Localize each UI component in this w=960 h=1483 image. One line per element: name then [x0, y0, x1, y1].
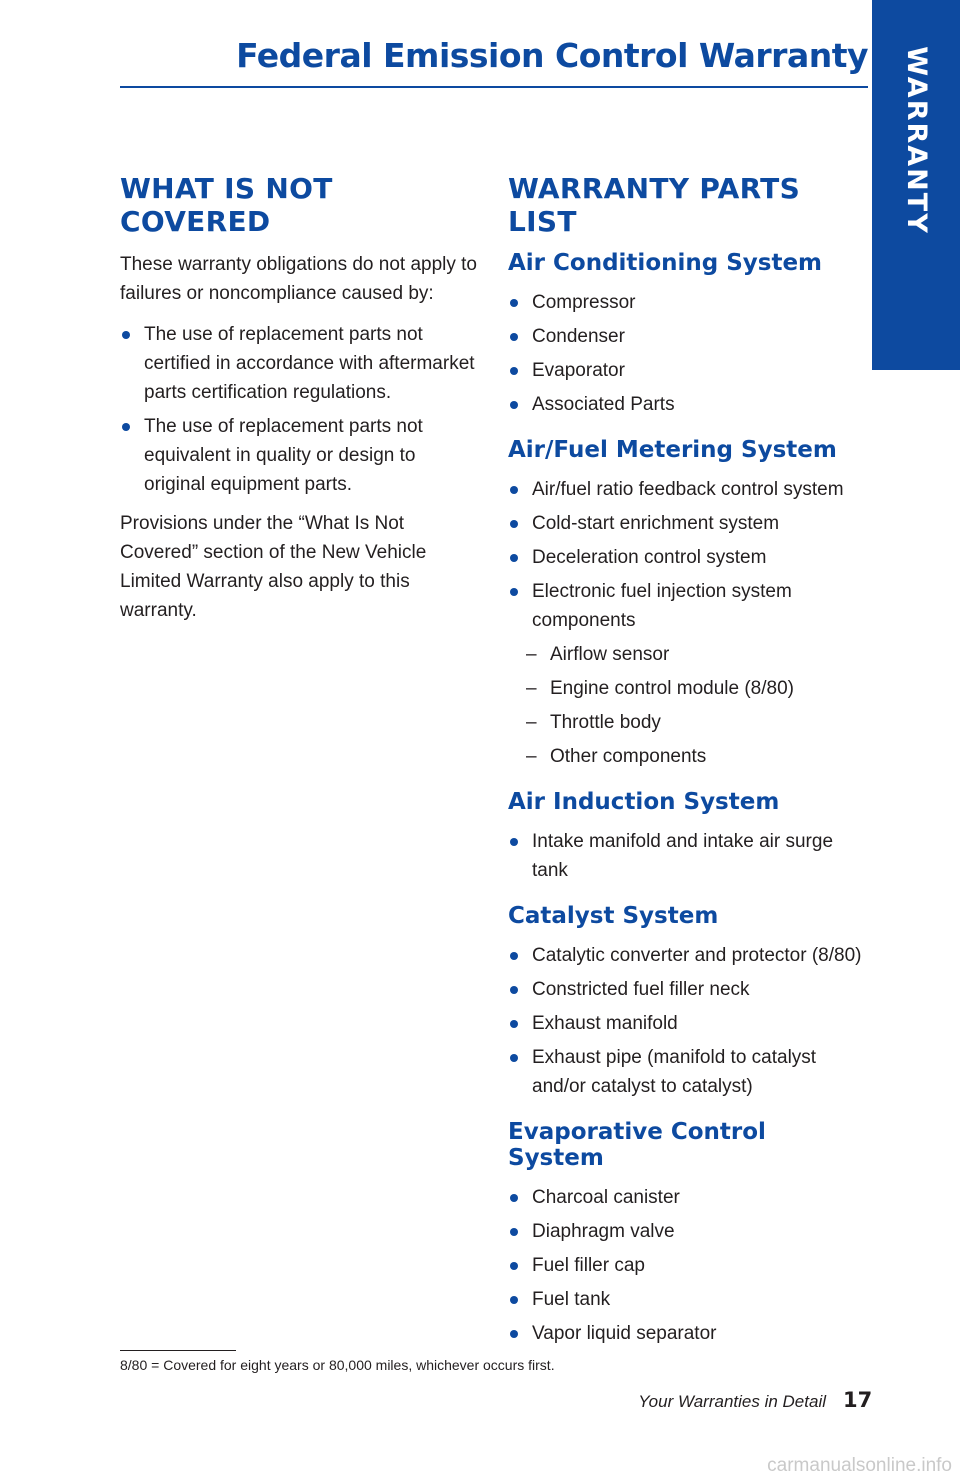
side-tab: [872, 0, 960, 370]
list-item: Catalytic converter and protector (8/80): [508, 941, 868, 970]
bullet-dot-icon: [122, 331, 130, 339]
dash-icon: –: [526, 712, 537, 733]
list-item: Charcoal canister: [508, 1183, 868, 1212]
section-title-air-induction: Air Induction System: [508, 789, 780, 815]
list-item: Associated Parts: [508, 390, 868, 419]
list-item: Cold-start enrichment system: [508, 509, 868, 538]
bullet-dot-icon: [510, 367, 518, 375]
list-item: Fuel filler cap: [508, 1251, 868, 1280]
evaporative-control-list: [508, 1183, 868, 1348]
list-item: Constricted fuel filler neck: [508, 975, 868, 1004]
footer-section-title: Your Warranties in Detail: [638, 1392, 826, 1411]
parts-list-column: [508, 172, 868, 1358]
list-item: Air/fuel ratio feedback control system: [508, 475, 868, 504]
section-title-air-conditioning: Air Conditioning System: [508, 250, 823, 276]
list-item: Diaphragm valve: [508, 1217, 868, 1246]
section-title-catalyst: Catalyst System: [508, 903, 719, 929]
not-covered-heading: WHAT IS NOT COVERED: [120, 172, 333, 238]
list-item: Vapor liquid separator: [508, 1319, 868, 1348]
bullet-dot-icon: [510, 588, 518, 596]
bullet-dot-icon: [510, 486, 518, 494]
bullet-dot-icon: [510, 1262, 518, 1270]
footnote-rule: [120, 1350, 236, 1351]
list-item: Intake manifold and intake air surge tank: [508, 827, 868, 885]
list-item: Exhaust pipe (manifold to catalyst and/or catalyst to catalyst): [508, 1043, 868, 1101]
section-title-air-fuel-metering: Air/Fuel Metering System: [508, 437, 837, 463]
bullet-dot-icon: [510, 554, 518, 562]
list-item: The use of replacement parts not equivalent in quality or design to original equipment parts.: [120, 412, 480, 499]
sub-list-item: – Other components: [508, 742, 868, 771]
air-fuel-metering-list: [508, 475, 868, 771]
page-number: 17: [843, 1388, 873, 1412]
bullet-dot-icon: [510, 1228, 518, 1236]
list-item: The use of replacement parts not certified in accordance with aftermarket parts certification regulations.: [120, 320, 480, 407]
bullet-dot-icon: [510, 986, 518, 994]
bullet-dot-icon: [510, 1194, 518, 1202]
provisions-text: Provisions under the “What Is Not Covered” section of the New Vehicle Limited Warranty also apply to this warranty.: [120, 513, 427, 621]
list-item: Deceleration control system: [508, 543, 868, 572]
side-tab-label: WARRANTY: [900, 45, 932, 235]
dash-icon: –: [526, 644, 537, 665]
bullet-dot-icon: [510, 952, 518, 960]
not-covered-list: [120, 320, 480, 499]
list-item: Compressor: [508, 288, 868, 317]
dash-icon: –: [526, 678, 537, 699]
parts-list-heading: WARRANTY PARTS LIST: [508, 172, 801, 238]
bullet-dot-icon: [510, 1296, 518, 1304]
bullet-dot-icon: [510, 333, 518, 341]
list-item: Evaporator: [508, 356, 868, 385]
not-covered-intro: These warranty obligations do not apply to failures or noncompliance caused by:: [120, 254, 477, 304]
sub-list-item: – Engine control module (8/80): [508, 674, 868, 703]
list-item: Exhaust manifold: [508, 1009, 868, 1038]
section-title-evaporative-control: Evaporative Control System: [508, 1119, 766, 1171]
dash-icon: –: [526, 746, 537, 767]
header-rule: [120, 86, 868, 88]
bullet-dot-icon: [510, 1020, 518, 1028]
sub-list-item: – Airflow sensor: [508, 640, 868, 669]
page-header-title: Federal Emission Control Warranty: [236, 36, 868, 75]
list-item: Condenser: [508, 322, 868, 351]
bullet-dot-icon: [510, 520, 518, 528]
watermark: carmanualsonline.info: [767, 1455, 952, 1476]
catalyst-list: [508, 941, 868, 1101]
not-covered-column: [120, 172, 480, 637]
list-item: Fuel tank: [508, 1285, 868, 1314]
bullet-dot-icon: [510, 838, 518, 846]
footnote: 8/80 = Covered for eight years or 80,000 miles, whichever occurs first.: [120, 1357, 555, 1373]
bullet-dot-icon: [510, 1330, 518, 1338]
list-item: Electronic fuel injection system components: [508, 577, 868, 635]
bullet-dot-icon: [510, 401, 518, 409]
air-induction-list: [508, 827, 868, 885]
bullet-dot-icon: [510, 1054, 518, 1062]
sub-list-item: – Throttle body: [508, 708, 868, 737]
bullet-dot-icon: [122, 423, 130, 431]
bullet-dot-icon: [510, 299, 518, 307]
air-conditioning-list: [508, 288, 868, 419]
